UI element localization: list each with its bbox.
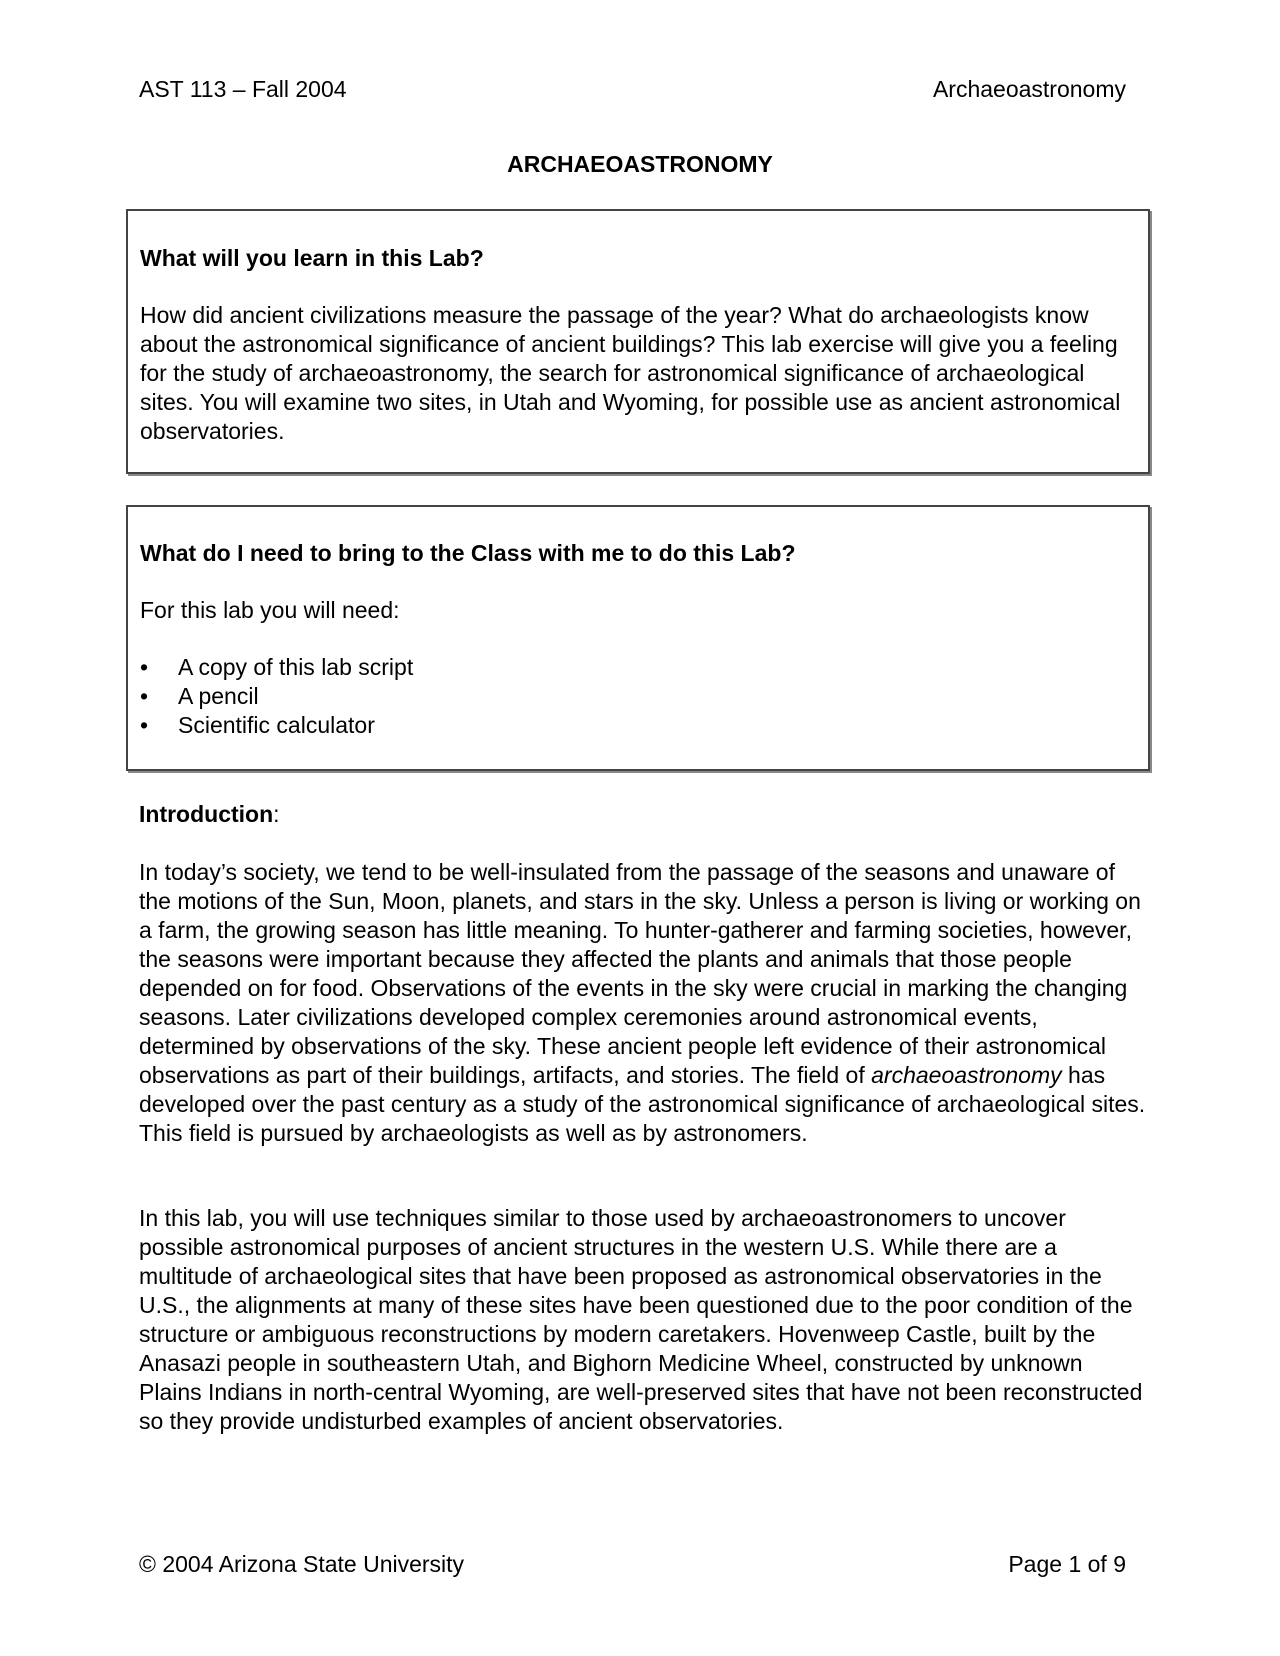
list-item-label: Scientific calculator <box>178 712 375 738</box>
running-footer <box>139 1550 1126 1579</box>
bullet-icon: • <box>140 654 149 680</box>
learn-box-heading: What will you learn in this Lab? <box>140 245 484 271</box>
p1-text-start: In today’s society, we tend to be well-insulated from the passage of the seasons and unaware of the motions of the Sun, Moon, planets, and stars in the sky. Unless a person is living or working on a farm, the growing season has little meaning. To hunter-gatherer and farming societies, however, the seasons were important because they affected the plants and animals that those people depended on for food. Observations of the events in the sky were crucial in marking the changing seasons. Later civilizations developed complex ceremonies around astronomical events, determined by observations of the sky. These ancient people left evidence of their astronomical observations as part of their buildings, artifacts, and stories. The field of <box>139 859 1141 1088</box>
header-course: AST 113 – Fall 2004 <box>139 76 347 102</box>
introduction-heading-colon: : <box>273 801 280 827</box>
bullet-icon: • <box>140 712 149 738</box>
list-item <box>140 682 413 711</box>
footer-page-number: Page 1 of 9 <box>1008 1551 1126 1577</box>
page-title: ARCHAEOASTRONOMY <box>507 151 773 177</box>
footer-copyright: © 2004 Arizona State University <box>139 1551 465 1577</box>
p1-italic-term: archaeoastronomy <box>871 1062 1062 1088</box>
introduction-paragraph-1 <box>139 858 1149 1148</box>
list-item-label: A copy of this lab script <box>178 654 414 680</box>
p1-text-end: has developed over the past century as a study of the astronomical significance of archaeological sites. This field is pursued by archaeologists as well as by astronomers. <box>139 1062 1146 1146</box>
header-topic: Archaeoastronomy <box>932 76 1126 102</box>
bring-box-heading: What do I need to bring to the Class with me to do this Lab? <box>140 540 796 566</box>
list-item <box>140 711 413 740</box>
bring-box <box>126 505 1150 771</box>
introduction-paragraph-2: In this lab, you will use techniques similar to those used by archaeoastronomers to uncover possible astronomical purposes of ancient structures in the western U.S. While there are a multitude of archaeological sites that have been proposed as astronomical observatories in the U.S., the alignments at many of these sites have been questioned due to the poor condition of the structure or ambiguous reconstructions by modern caretakers. Hovenweep Castle, built by the Anasazi people in southeastern Utah, and Bighorn Medicine Wheel, constructed by unknown Plains Indians in north-central Wyoming, are well-preserved sites that have not been reconstructed so they provide undisturbed examples of ancient observatories. <box>139 1205 1143 1434</box>
requirements-list <box>140 653 413 740</box>
list-item-label: A pencil <box>178 683 259 709</box>
list-item <box>140 653 413 682</box>
running-header <box>139 75 1126 104</box>
bullet-icon: • <box>140 683 149 709</box>
introduction-heading <box>139 800 280 829</box>
introduction-heading-text: Introduction <box>139 801 274 827</box>
learn-box <box>126 209 1150 474</box>
bring-box-intro: For this lab you will need: <box>140 597 400 623</box>
learn-box-text: How did ancient civilizations measure the passage of the year? What do archaeologists know about the astronomical significance of ancient buildings? This lab exercise will give you a feeling for the study of archaeoastronomy, the search for astronomical significance of archaeological sites. You will examine two sites, in Utah and Wyoming, for possible use as ancient astronomical observatories. <box>140 302 1121 444</box>
